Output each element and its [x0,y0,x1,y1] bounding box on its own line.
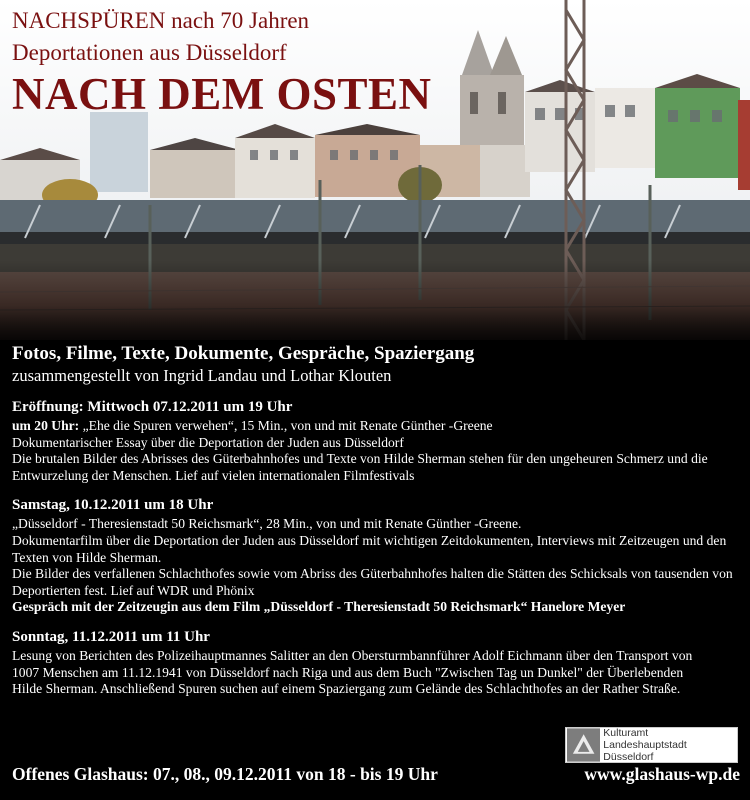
kulturamt-logo [565,727,738,763]
opening-film-title: „Ehe die Spuren verwehen“, 15 Min., von und mit Renate Günther -Greene [79,418,493,433]
opening-description: Dokumentarischer Essay über die Deportation der Juden aus Düsseldorf [12,434,404,450]
logo-line-2: Landeshauptstadt Düsseldorf [603,739,687,763]
open-glasshouse-dates: Offenes Glashaus: 07., 08., 09.12.2011 von 18 - bis 19 Uhr [12,764,438,784]
logo-text [603,727,737,763]
lead-heading: Fotos, Filme, Texte, Dokumente, Gespräche, Spaziergang [12,343,475,364]
opening-time-label: um 20 Uhr: [12,418,80,433]
event-opening [12,399,742,484]
program-text [12,340,742,698]
saturday-description: Dokumentarfilm über die Deportation der Juden aus Düsseldorf mit wichtigen Zeitdokumenten, Interviews mit Zeitzeugen und den Texten von Hilde Sherman. [12,532,727,565]
website-link[interactable]: www.glashaus-wp.de [584,764,740,784]
opening-detail: Die brutalen Bilder des Abrisses des Güterbahnhofes und Texte von Hilde Sherman stehen für den ungeheuren Schmerz und die Entwurzelung der Menschen. Lief auf vielen internationalen Filmfestivals [12,451,708,483]
opening-film-line [12,418,742,435]
event-saturday [12,497,742,616]
city-coat-of-arms-icon [567,728,600,762]
logo-line-1: Kulturamt [603,727,649,739]
saturday-conversation: Gespräch mit der Zeitzeugin aus dem Film „Düsseldorf - Theresienstadt 50 Reichsmark“ Hanelore Meyer [12,599,626,615]
event-sunday [12,629,742,698]
saturday-film-line: „Düsseldorf - Theresienstadt 50 Reichsmark“, 28 Min., von und mit Renate Günther -Greene. [12,516,522,532]
sunday-heading: Sonntag, 11.12.2011 um 11 Uhr [12,628,210,645]
main-title: NACH DEM OSTEN [12,69,432,119]
saturday-detail: Die Bilder des verfallenen Schlachthofes sowie vom Abriss des Güterbahnhofes halten die Stätten des Schicksals von tausenden von Deportierten fest. Lief auf WDR und Phönix [12,566,733,598]
subtitle-line-1: NACHSPÜREN nach 70 Jahren [12,8,310,33]
footer [12,764,740,785]
subtitle-line-2: Deportationen aus Düsseldorf [12,40,287,65]
sunday-description: Lesung von Berichten des Polizeihauptmannes Salitter an den Obersturmbannführer Adolf Eichmann über den Transport von 1007 Menschen am 11.12.1941 von Düsseldorf nach Riga und aus dem Buch "Zwischen Tag un Dunkel" der Überlebenden Hilde Sherman. Anschließend Spuren suchen auf einem Spaziergang zum Gelände des Schlachthofes an der Rather Straße. [12,647,693,697]
saturday-heading: Samstag, 10.12.2011 um 18 Uhr [12,497,214,514]
curators-line: zusammengestellt von Ingrid Landau und Lothar Klouten [12,366,392,385]
opening-heading: Eröffnung: Mittwoch 07.12.2011 um 19 Uhr [12,399,293,415]
header-photo [0,0,750,340]
